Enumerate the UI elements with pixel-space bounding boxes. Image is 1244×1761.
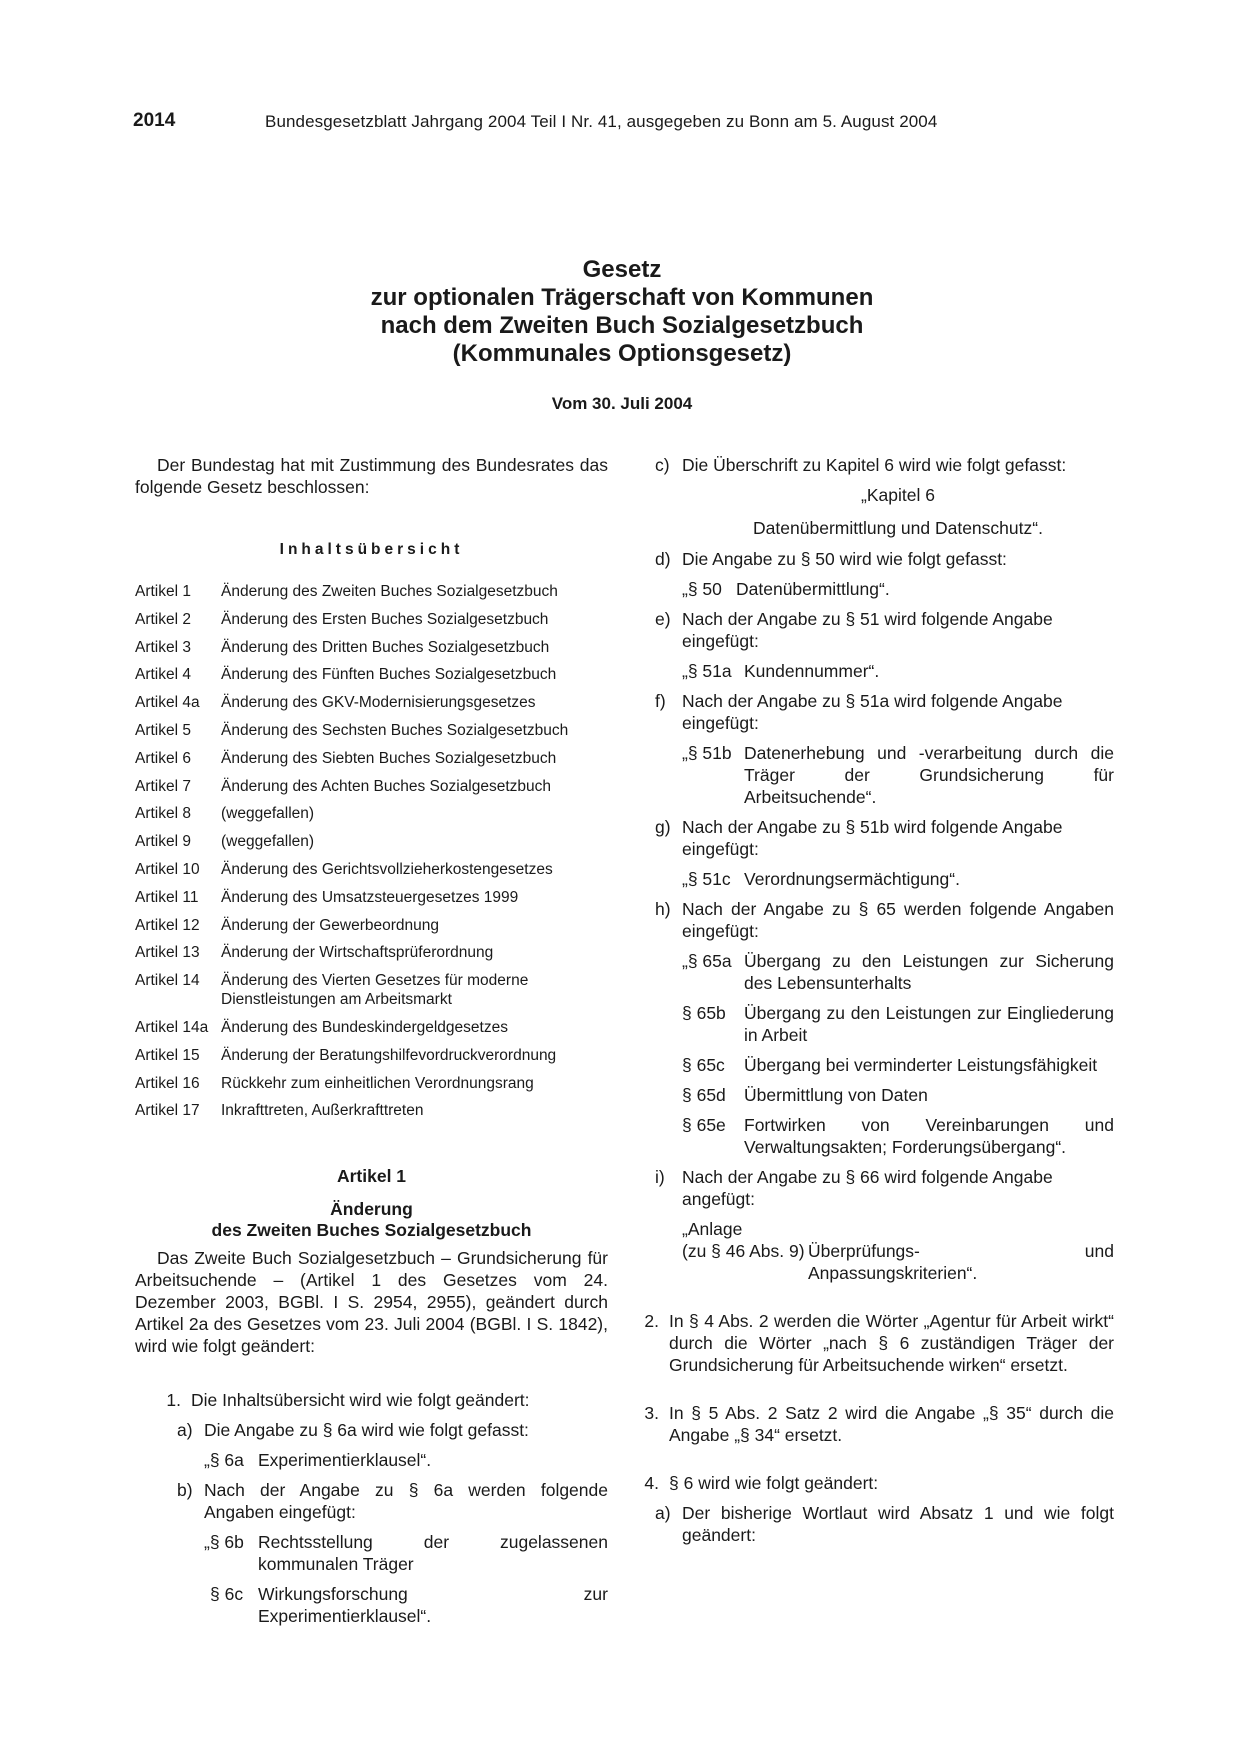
item-label: a) [655,1503,671,1523]
item-text: In § 4 Abs. 2 werden die Wörter „Agentur für Arbeit wirkt“ durch die Wörter „nach § 6 zuständigen Träger der Grundsicherung für Arbeitsuchende wirken“ ersetzt. [669,1311,1114,1375]
quote-65e [682,1114,1114,1158]
quote-section: „§ 6b [204,1532,244,1553]
toc-article: Artikel 1 [135,583,191,600]
quote-65a [682,950,1114,994]
article-1-paragraph: Das Zweite Buch Sozialgesetzbuch – Grundsicherung für Arbeitsuchende – (Artikel 1 des Gesetzes vom 24. Dezember 2003, BGBl. I S. 2954, 2955), geändert durch Artikel 2a des Gesetzes vom 23. Juli 2004 (BGBl. I S. 1842), wird wie folgt geändert: [135,1248,608,1357]
quote-section: „§ 51a [682,661,732,681]
quote-section: „§ 51c [682,869,731,889]
item-label: 3. [644,1403,659,1423]
toc-row [135,860,608,879]
toc-article: Artikel 7 [135,777,191,795]
toc-row [135,665,608,684]
toc-title: Änderung des Umsatzsteuergesetzes 1999 [221,888,519,906]
quote-text: Rechtsstellung der zugelassenen kommunalen Träger [258,1532,608,1575]
toc-title: Inkrafttreten, Außerkrafttreten [221,1102,424,1120]
toc-title: Rückkehr zum einheitlichen Verordnungsrang [221,1074,534,1092]
quote-text: Datenübermittlung“. [736,579,890,599]
quote-51b [682,742,1114,808]
quote-section: „§ 6a [204,1450,244,1471]
item-text: Nach der Angabe zu § 66 wird folgende Angabe angefügt: [682,1167,1053,1209]
list-item-4a [655,1502,1114,1546]
article-1-heading [135,1199,608,1241]
item-text: Nach der Angabe zu § 51b wird folgende Angabe eingefügt: [682,817,1063,859]
title-line-2: zur optionalen Trägerschaft von Kommunen [370,284,874,311]
item-text: Nach der Angabe zu § 51 wird folgende Angabe eingefügt: [682,609,1053,651]
toc-row [135,832,608,851]
list-item-4 [613,1472,1114,1494]
toc-title: (weggefallen) [221,805,315,823]
quote-anlage [682,1240,1114,1284]
toc-article: Artikel 9 [135,833,191,851]
toc-row [135,916,608,935]
toc-title: Änderung des Gerichtsvollzieherkostengesetzes [221,860,553,878]
list-item-1c [655,454,1114,476]
toc-title: Änderung der Wirtschaftsprüferordnung [221,944,494,962]
title-line-3: nach dem Zweiten Buch Sozialgesetzbuch [380,312,864,339]
list-item-2 [613,1310,1114,1376]
running-head: Bundesgesetzblatt Jahrgang 2004 Teil I Nr. 41, ausgegeben zu Bonn am 5. August 2004 [265,112,938,131]
page-header [0,110,1244,140]
toc-row [135,721,608,740]
quote-kapitel-6-title: Datenübermittlung und Datenschutz“. [753,518,1043,538]
list-item-1a [177,1419,608,1441]
toc-article: Artikel 3 [135,638,191,656]
toc-row [135,693,608,712]
quote-text: Übergang bei verminderter Leistungsfähigkeit [744,1055,1098,1075]
toc-title: Änderung der Gewerbeordnung [221,916,440,934]
list-item-1e [655,608,1114,652]
title-line-1: Gesetz [582,256,662,283]
toc-article: Artikel 14a [135,1018,209,1036]
toc-article: Artikel 4 [135,666,191,684]
list-item-1 [135,1389,608,1411]
quote-kapitel-6: „Kapitel 6 [861,485,935,505]
quote-51c [682,868,1114,890]
page-number: 2014 [133,110,176,131]
law-title [0,256,1244,368]
list-item-1b [177,1479,608,1523]
item-label: e) [655,609,671,629]
toc-title: Änderung des Vierten Gesetzes für moderne Dienstleistungen am Arbeitsmarkt [221,972,529,1009]
toc-row [135,943,608,962]
item-label: h) [655,899,671,919]
toc-title: Änderung des Sechsten Buches Sozialgesetzbuch [221,721,569,739]
quote-text: Übergang zu den Leistungen zur Eingliederung in Arbeit [744,1003,1114,1045]
quote-section: § 65c [682,1055,725,1075]
title-line-4: (Kommunales Optionsgesetz) [452,340,792,367]
item-label: b) [177,1480,193,1501]
toc-article: Artikel 11 [135,888,199,906]
quote-section: § 6c [210,1584,244,1605]
toc-title: (weggefallen) [221,833,315,851]
item-text: Die Angabe zu § 50 wird wie folgt gefasst: [682,549,1007,569]
toc-row [135,1018,608,1037]
toc-title: Änderung der Beratungshilfevordruckverordnung [221,1046,557,1064]
item-text: Nach der Angabe zu § 65 werden folgende Angaben eingefügt: [682,899,1114,941]
toc-article: Artikel 8 [135,805,191,823]
right-column [644,454,1114,1546]
intro-paragraph: Der Bundestag hat mit Zustimmung des Bundesrates das folgende Gesetz beschlossen: [135,455,608,497]
toc-article: Artikel 5 [135,721,191,739]
quote-section: (zu § 46 Abs. 9) [682,1241,805,1261]
toc-row [135,582,608,601]
toc-article: Artikel 10 [135,860,200,878]
item-text: Nach der Angabe zu § 51a wird folgende Angabe eingefügt: [682,691,1063,733]
toc-row [135,638,608,657]
quote-text: Überprüfungs- und Anpassungskriterien“. [808,1241,1114,1283]
item-label: 4. [644,1473,659,1493]
quote-text: Fortwirken von Vereinbarungen und Verwaltungsakten; Forderungsübergang“. [744,1115,1114,1157]
toc-row [135,610,608,629]
toc-row [135,971,608,1009]
quote-6a [204,1449,608,1471]
toc-row [135,749,608,768]
quote-text: Übermittlung von Daten [744,1085,928,1105]
item-label: a) [177,1420,193,1441]
quote-65c [682,1054,1114,1076]
toc-article: Artikel 12 [135,916,200,934]
toc-title: Änderung des Dritten Buches Sozialgesetzbuch [221,638,550,656]
quote-65d [682,1084,1114,1106]
list-item-1f [655,690,1114,734]
quote-section: „§ 65a [682,951,732,971]
toc-row [135,1074,608,1093]
list-item-1i [655,1166,1114,1210]
item-text: Die Angabe zu § 6a wird wie folgt gefasst: [204,1420,529,1441]
toc-title: Änderung des GKV-Modernisierungsgesetzes [221,694,536,712]
quote-text: Wirkungsforschung zur Experimentierklausel“. [258,1584,608,1627]
item-text: Die Überschrift zu Kapitel 6 wird wie folgt gefasst: [682,455,1067,475]
quote-text: Übergang zu den Leistungen zur Sicherung des Lebensunterhalts [744,951,1114,993]
quote-section: § 65e [682,1115,726,1135]
quote-50 [682,578,1114,600]
list-item-3 [613,1402,1114,1446]
law-date: Vom 30. Juli 2004 [551,394,693,413]
quote-text: Experimentierklausel“. [258,1450,432,1471]
toc-row [135,1101,608,1120]
item-text: § 6 wird wie folgt geändert: [669,1473,879,1493]
toc-article: Artikel 2 [135,610,191,628]
item-label: g) [655,817,671,837]
item-label: d) [655,549,671,569]
toc-title: Änderung des Siebten Buches Sozialgesetzbuch [221,749,557,767]
item-text: In § 5 Abs. 2 Satz 2 wird die Angabe „§ 35“ durch die Angabe „§ 34“ ersetzt. [669,1403,1114,1445]
left-column [135,454,608,1627]
toc-heading: Inhaltsübersicht [279,541,464,558]
toc-row [135,777,608,796]
toc-row [135,804,608,823]
quote-51a [682,660,1114,682]
quote-text: Datenerhebung und -verarbeitung durch die Träger der Grundsicherung für Arbeitsuchende“. [744,743,1114,807]
quote-65b [682,1002,1114,1046]
toc-article: Artikel 17 [135,1102,200,1120]
quote-section: „§ 51b [682,743,732,763]
quote-6c [204,1583,608,1627]
toc-title: Änderung des Achten Buches Sozialgesetzbuch [221,777,552,795]
item-label: f) [655,691,666,711]
table-of-contents [135,582,608,1120]
quote-section: „§ 50 [682,579,722,599]
quote-section: § 65b [682,1003,726,1023]
list-item-1g [655,816,1114,860]
item-label: 1. [166,1390,181,1411]
item-text: Nach der Angabe zu § 6a werden folgende Angaben eingefügt: [204,1480,608,1523]
toc-article: Artikel 16 [135,1074,200,1092]
toc-row [135,888,608,907]
toc-article: Artikel 6 [135,749,191,767]
quote-anlage-title: „Anlage [682,1219,743,1239]
toc-row [135,1046,608,1065]
item-label: i) [655,1167,665,1187]
quote-text: Kundennummer“. [744,661,880,681]
article-1-heading-line-2: des Zweiten Buches Sozialgesetzbuch [211,1220,532,1241]
toc-title: Änderung des Bundeskindergeldgesetzes [221,1018,508,1036]
toc-title: Änderung des Ersten Buches Sozialgesetzbuch [221,610,549,628]
toc-article: Artikel 13 [135,944,200,962]
list-item-1h [655,898,1114,942]
article-1-number: Artikel 1 [336,1166,407,1187]
toc-article: Artikel 15 [135,1046,200,1064]
toc-title: Änderung des Zweiten Buches Sozialgesetzbuch [221,583,558,600]
article-1-heading-line-1: Änderung [330,1199,413,1220]
item-text: Die Inhaltsübersicht wird wie folgt geändert: [191,1390,530,1411]
item-text: Der bisherige Wortlaut wird Absatz 1 und wie folgt geändert: [682,1503,1114,1545]
quote-6b [204,1531,608,1575]
list-item-1d [655,548,1114,570]
toc-article: Artikel 4a [135,694,200,712]
item-label: 2. [644,1311,659,1331]
quote-section: § 65d [682,1085,726,1105]
toc-article: Artikel 14 [135,972,200,990]
item-label: c) [655,455,670,475]
toc-title: Änderung des Fünften Buches Sozialgesetzbuch [221,666,557,684]
quote-text: Verordnungsermächtigung“. [744,869,960,889]
